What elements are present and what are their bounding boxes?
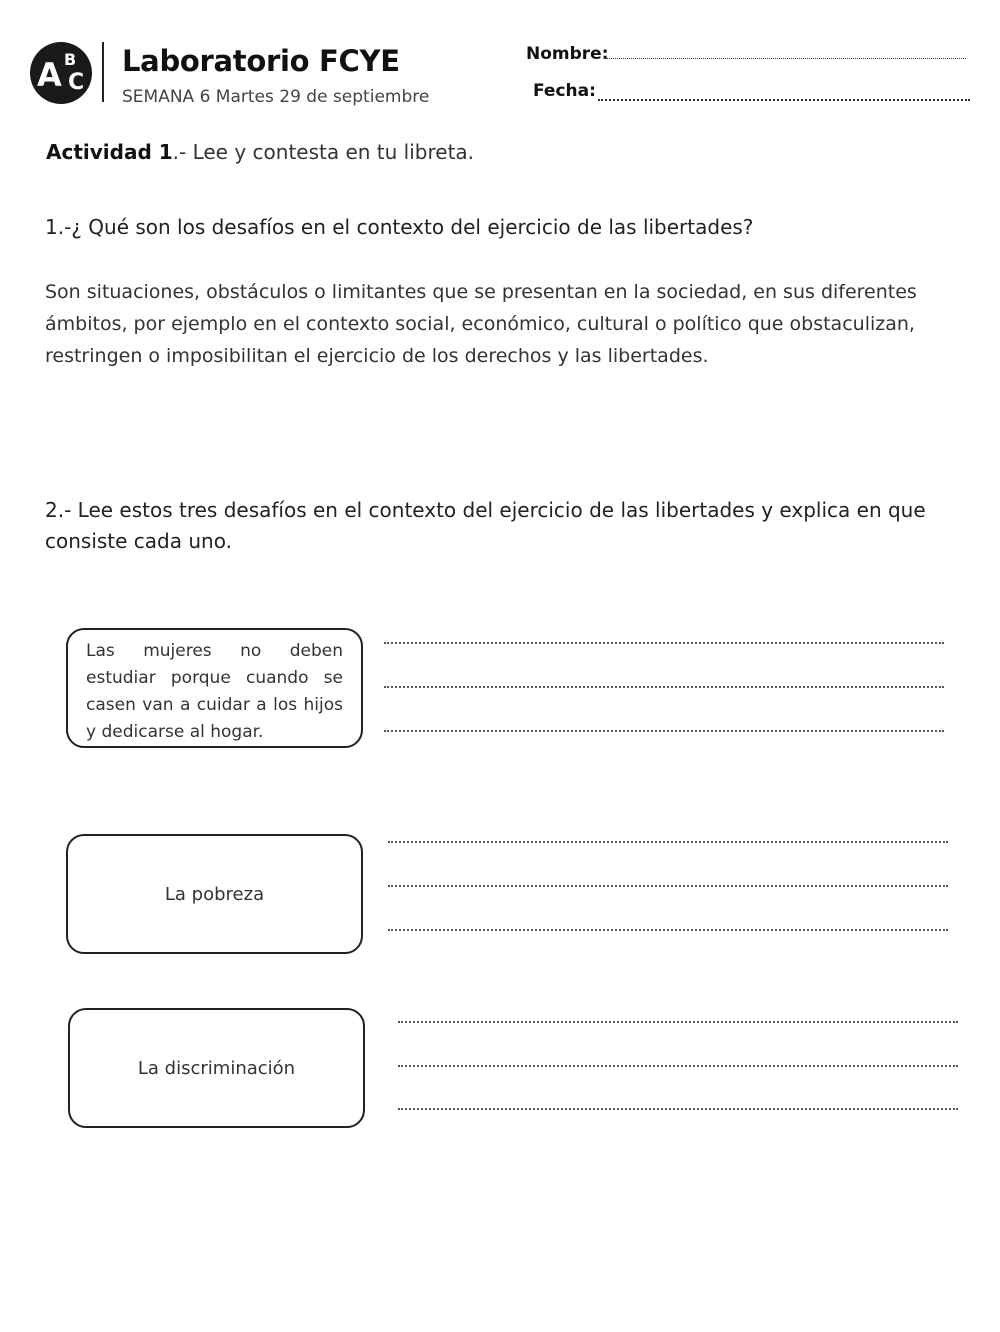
activity-instruction: .- Lee y contesta en tu libreta. <box>172 140 475 164</box>
logo-letter-c: C <box>68 70 85 95</box>
challenge-text-1: Las mujeres no deben estudiar porque cuando se casen van a cuidar a los hijos y dedicarse al hogar. <box>86 641 343 742</box>
logo-letter-a: A <box>37 56 62 94</box>
answer-line[interactable] <box>384 730 944 732</box>
question-1-answer: Son situaciones, obstáculos o limitantes que se presentan en la sociedad, en sus diferentes ámbitos, por ejemplo en el contexto social, económico, cultural o político que obstaculizan, restringen o imposibilitan el ejercicio de los derechos y las libertades. <box>45 281 917 367</box>
answer-line[interactable] <box>388 841 948 843</box>
page-title: Laboratorio FCYE <box>122 44 400 78</box>
nombre-label: Nombre: <box>526 44 609 64</box>
answer-line[interactable] <box>388 885 948 887</box>
question-1: 1.-¿ Qué son los desafíos en el contexto del ejercicio de las libertades? <box>45 215 754 239</box>
nombre-field[interactable] <box>604 58 966 59</box>
challenge-text-2: La pobreza <box>164 883 265 905</box>
challenge-box-1 <box>66 628 363 748</box>
question-2: 2.- Lee estos tres desafíos en el contexto del ejercicio de las libertades y explica en que consiste cada uno. <box>45 498 926 553</box>
answer-line[interactable] <box>384 642 944 644</box>
fecha-label: Fecha: <box>533 81 596 101</box>
abc-logo <box>30 42 92 104</box>
answer-line[interactable] <box>398 1108 958 1110</box>
activity-label: Actividad 1 <box>46 140 173 164</box>
header-divider <box>102 42 104 102</box>
challenge-box-3 <box>68 1008 365 1128</box>
page-subtitle: SEMANA 6 Martes 29 de septiembre <box>122 87 430 107</box>
activity-heading <box>46 140 474 164</box>
logo-letter-b: B <box>64 50 77 69</box>
answer-line[interactable] <box>388 929 948 931</box>
answer-line[interactable] <box>398 1065 958 1067</box>
challenge-text-3: La discriminación <box>137 1057 296 1079</box>
challenge-box-2 <box>66 834 363 954</box>
answer-line[interactable] <box>384 686 944 688</box>
answer-line[interactable] <box>398 1021 958 1023</box>
fecha-field[interactable] <box>598 99 970 101</box>
